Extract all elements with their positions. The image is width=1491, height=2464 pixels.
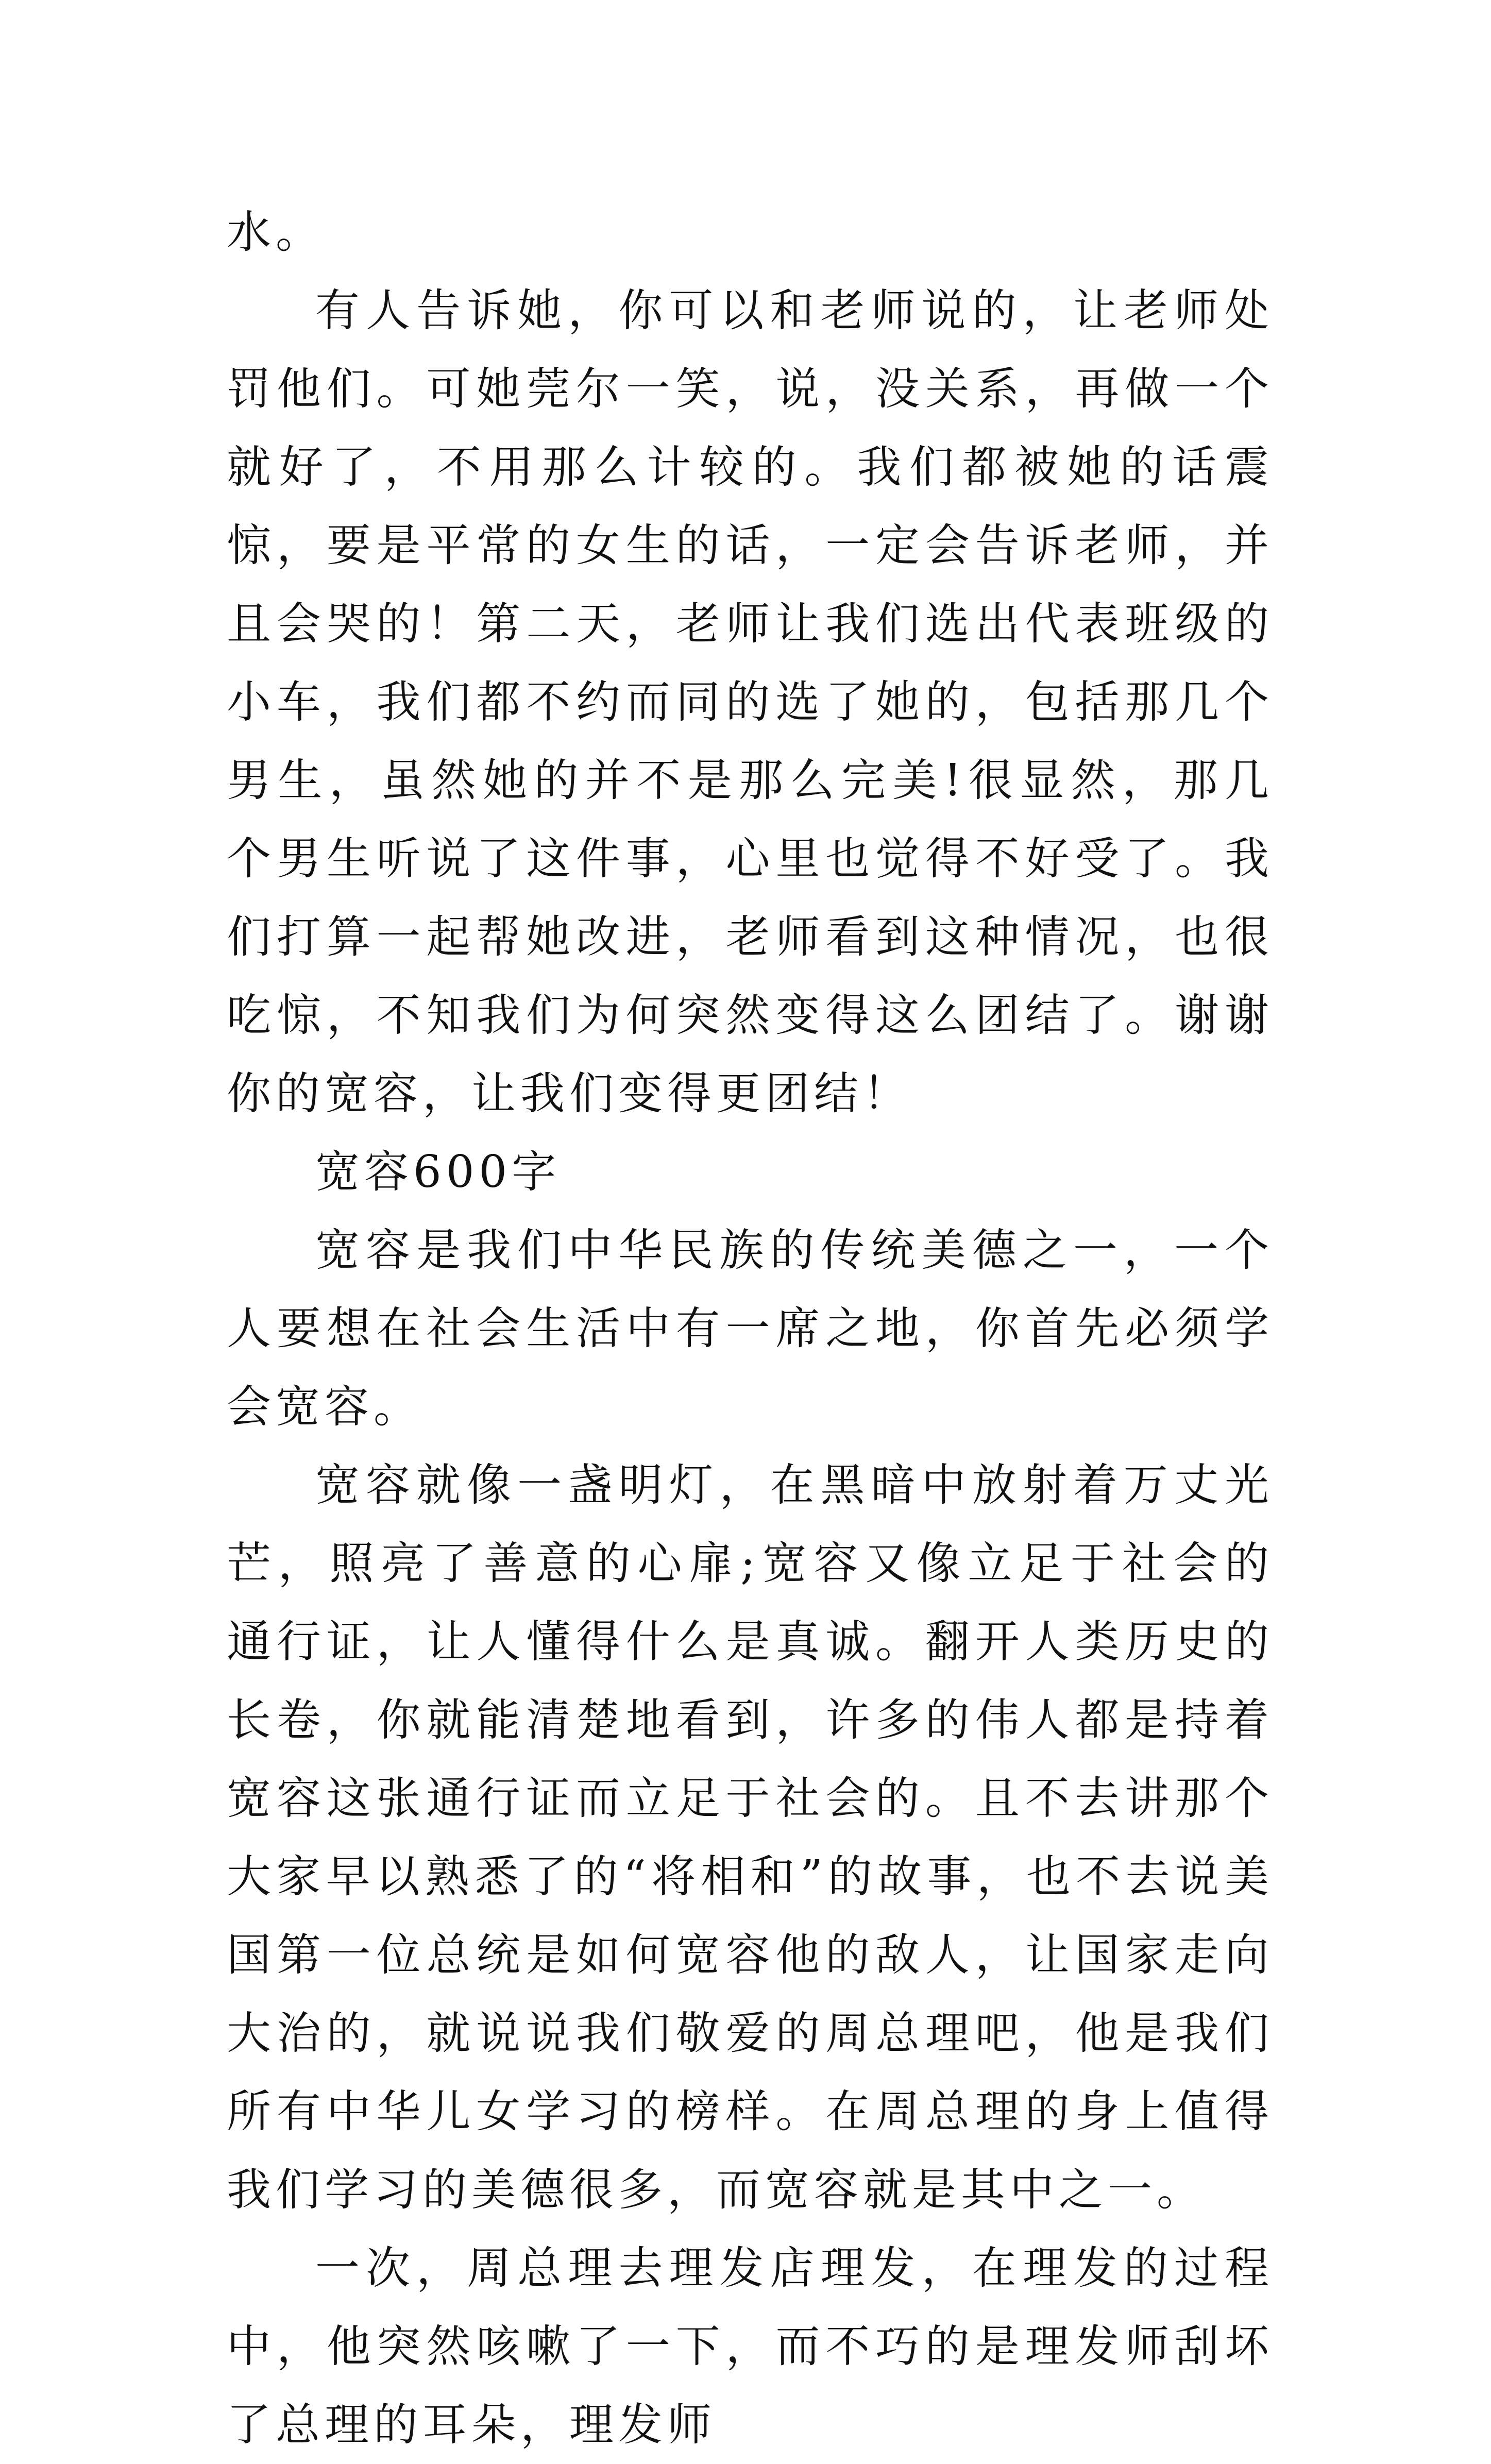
essay-title: 宽容600字 [315,1146,561,1198]
paragraph-intro: 宽容是我们中华民族的传统美德之一，一个人要想在社会生活中有一席之地，你首先必须学会宽容。 [227,1225,1274,1433]
document-page [227,193,1274,2464]
paragraph-story: 有人告诉她，你可以和老师说的，让老师处罚他们。可她莞尔一笑，说，没关系，再做一个就好了，不用那么计较的。我们都被她的话震惊，要是平常的女生的话，一定会告诉老师，并且会哭的！第二天，老师让我们选出代表班级的小车，我们都不约而同的选了她的，包括那几个男生，虽然她的并不是那么完美!很显然，那几个男生听说了这件事，心里也觉得不好受了。我们打算一起帮她改进，老师看到这种情况，也很吃惊，不知我们为何突然变得这么团结了。谢谢你的宽容，让我们变得更团结！ [227,285,1274,1119]
paragraph-continuation: 水。 [227,207,325,258]
paragraph-body: 宽容就像一盏明灯，在黑暗中放射着万丈光芒，照亮了善意的心扉;宽容又像立足于社会的通行证，让人懂得什么是真诚。翻开人类历史的长卷，你就能清楚地看到，许多的伟人都是持着宽容这张通行证而立足于社会的。且不去讲那个大家早以熟悉了的“将相和”的故事，也不去说美国第一位总统是如何宽容他的敌人，让国家走向大治的，就说说我们敬爱的周总理吧，他是我们所有中华儿女学习的榜样。在周总理的身上值得我们学习的美德很多，而宽容就是其中之一。 [227,1459,1274,2216]
paragraph-anecdote: 一次，周总理去理发店理发，在理发的过程中，他突然咳嗽了一下，而不巧的是理发师刮坏了总理的耳朵，理发师 [227,2242,1274,2451]
